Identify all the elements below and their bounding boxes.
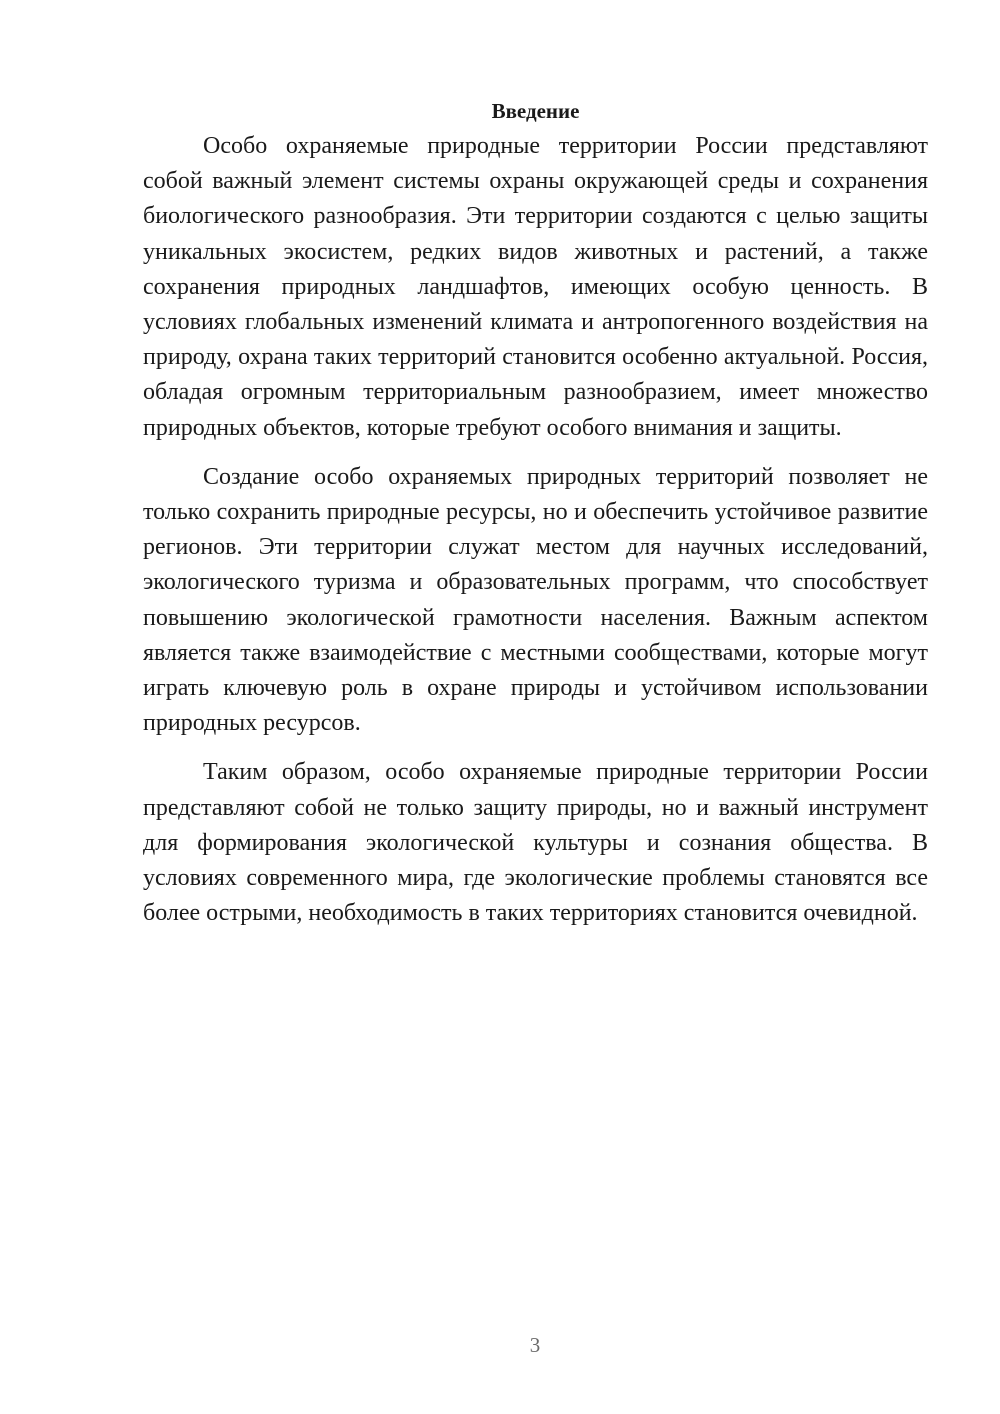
paragraph-1: Особо охраняемые природные территории России представляют собой важный элемент системы охраны окружающей среды и сохранения биологического разнообразия. Эти территории создаются с целью защиты уникальных экосистем, редких видов животных и растений, а также сохранения природных ландшафтов, имеющих особую ценность. В условиях глобальных изменений климата и антропогенного воздействия на природу, охрана таких территорий становится особенно актуальной. Россия, обладая огромным территориальным разнообразием, имеет множество природных объектов, которые требуют особого внимания и защиты.	[143, 133, 928, 441]
page-content	[143, 94, 928, 945]
section-heading: Введение	[491, 99, 580, 123]
paragraph-3: Таким образом, особо охраняемые природные территории России представляют собой не только защиту природы, но и важный инструмент для формирования экологической культуры и сознания общества. В условиях современного мира, где экологические проблемы становятся все более острыми, необходимость в таких территориях становится очевидной.	[143, 759, 928, 927]
page-number: 3	[529, 1333, 541, 1357]
paragraph-2: Создание особо охраняемых природных территорий позволяет не только сохранить природные ресурсы, но и обеспечить устойчивое развитие регионов. Эти территории служат местом для научных исследований, экологического туризма и образовательных программ, что способствует повышению экологической грамотности населения. Важным аспектом является также взаимодействие с местными сообществами, которые могут играть ключевую роль в охране природы и устойчивом использовании природных ресурсов.	[143, 463, 928, 737]
